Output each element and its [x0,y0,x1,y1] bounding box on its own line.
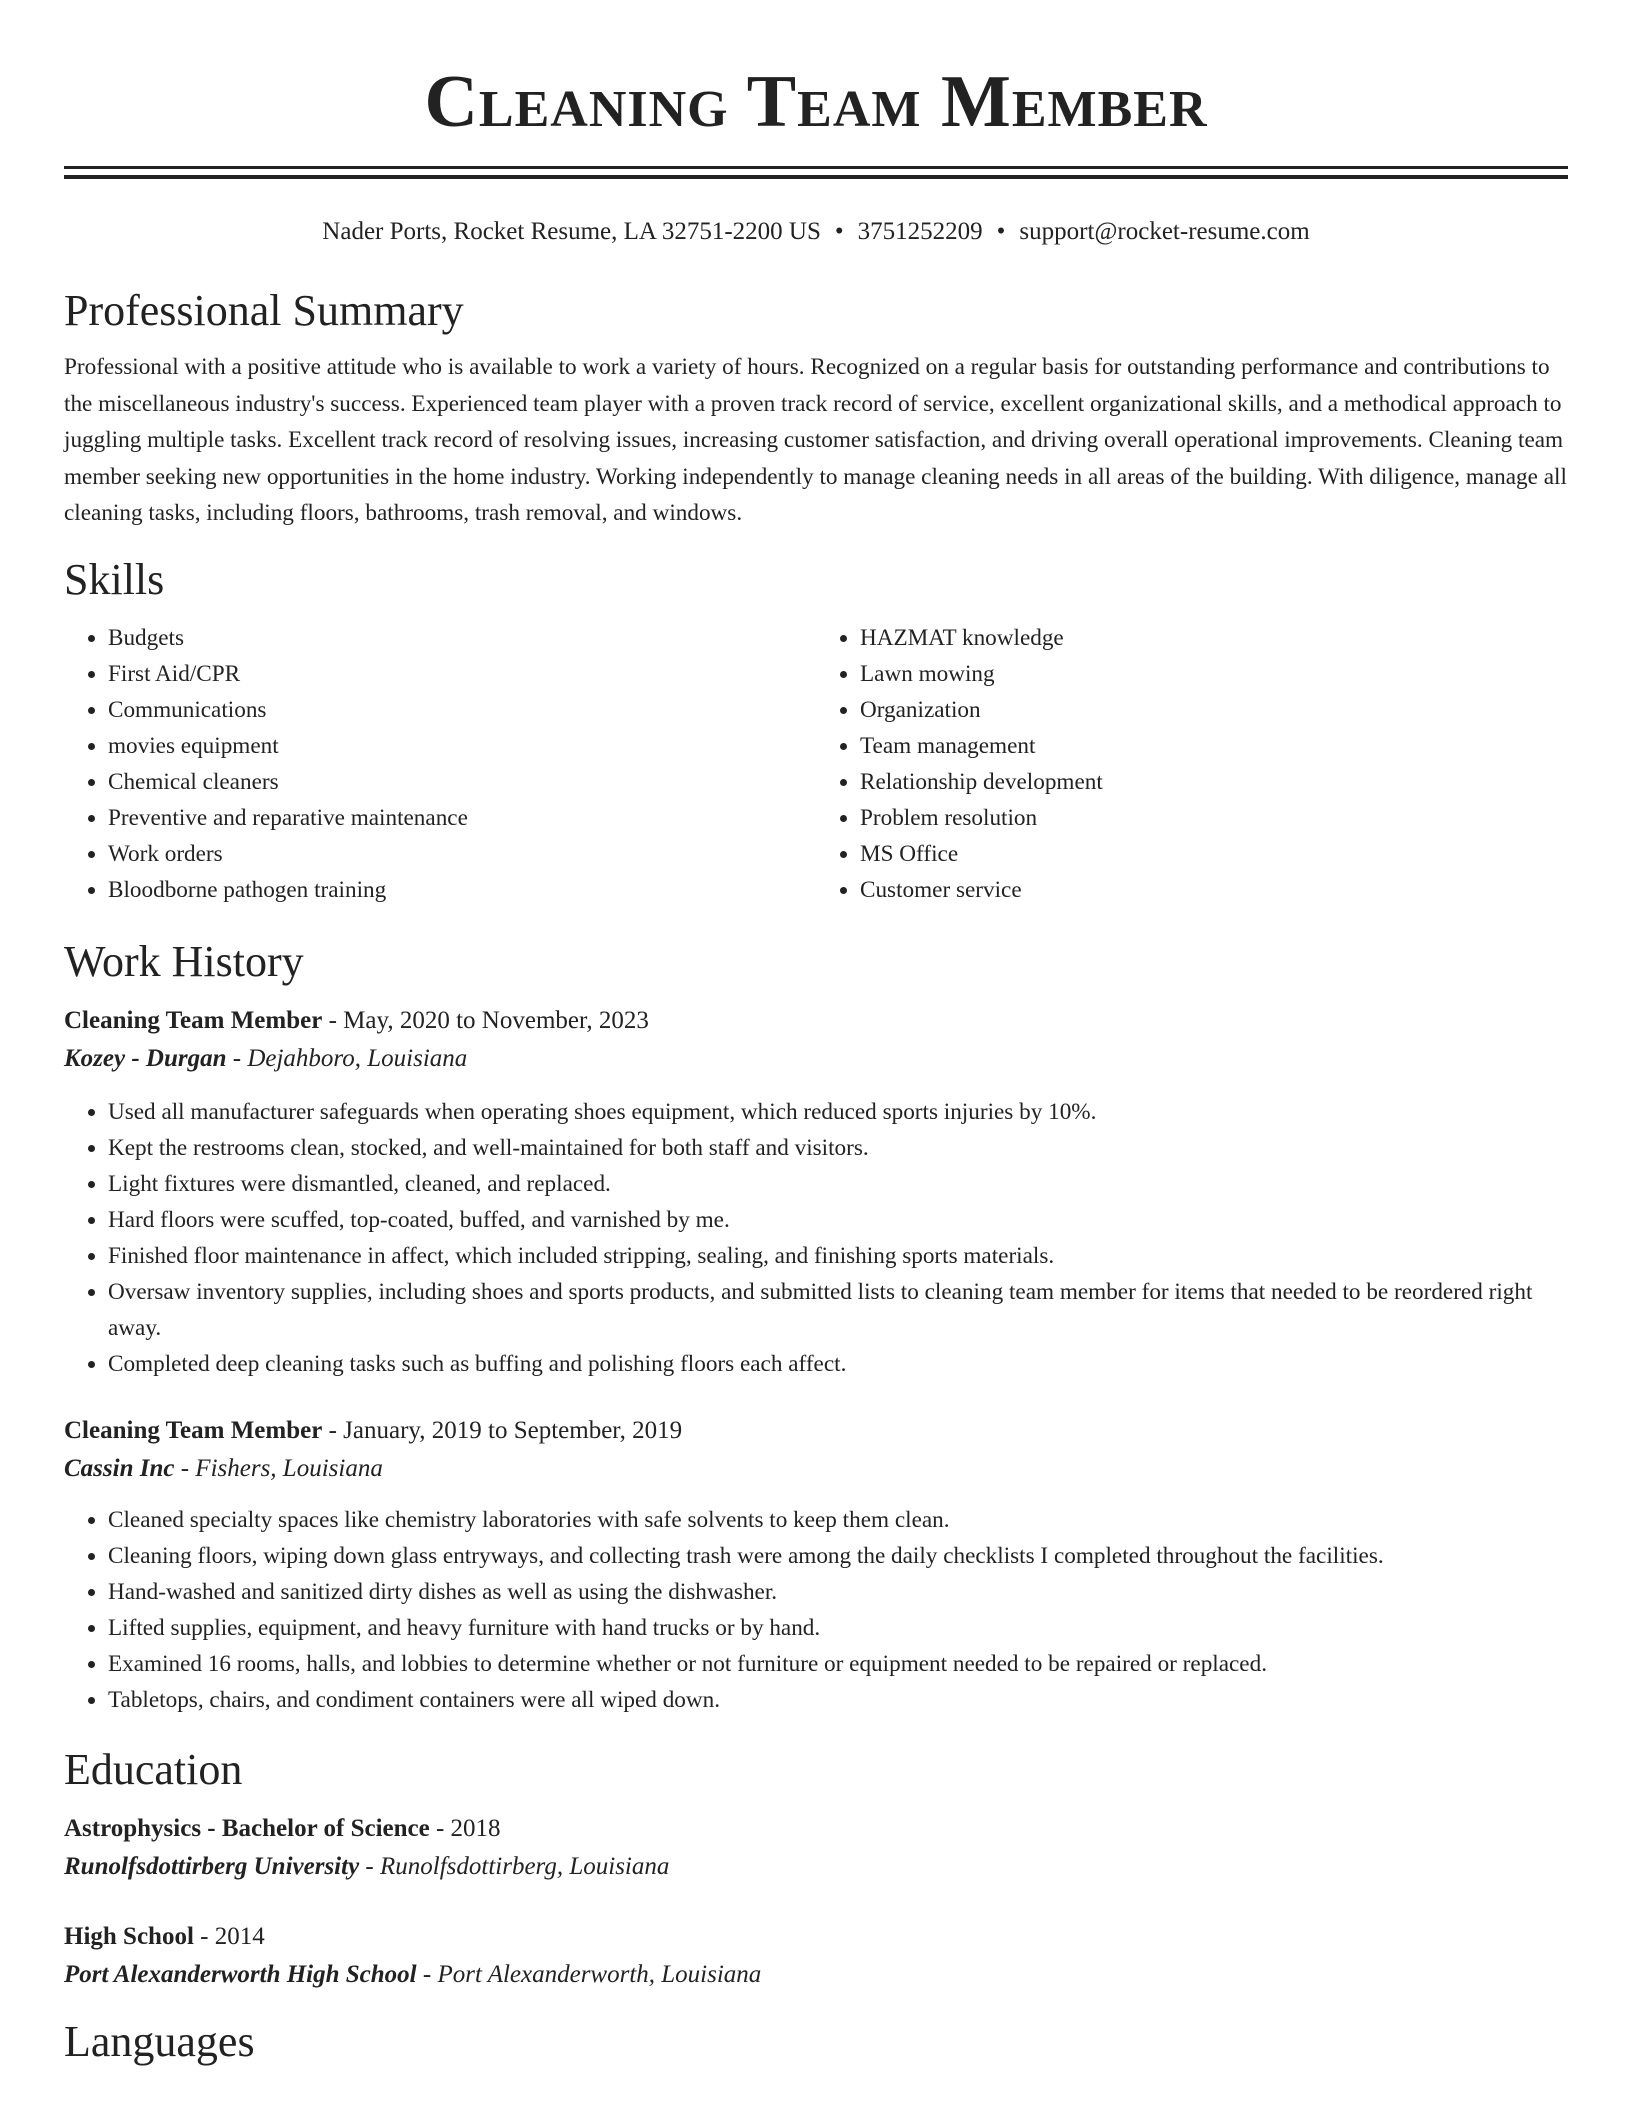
skills-column-right [816,620,1568,908]
skill-item: • movies equipment [108,728,816,764]
resume-page [64,0,1568,2068]
contact-separator: • [834,218,844,245]
education-school-line [64,1956,1568,1994]
job-location: - Fishers, Louisiana [174,1454,383,1482]
work-history-heading: Work History [64,936,304,986]
skills-column-left [64,620,816,908]
job-bullet: • Used all manufacturer safeguards when operating shoes equipment, which reduced sports injuries by 10%. [108,1094,1568,1130]
summary-text: Professional with a positive attitude who is available to work a variety of hours. Recognized on a regular basis for outstanding performance and contributions to the miscellaneous industry's success. Experienced team player with a proven track record of service, excellent organizational skills, and a methodical approach to juggling multiple tasks. Excellent track record of resolving issues, increasing customer satisfaction, and driving overall operational improvements. Cleaning team member seeking new opportunities in the home industry. Working independently to manage cleaning needs in all areas of the building. With diligence, manage all cleaning tasks, including floors, bathrooms, trash removal, and windows. [64,354,1567,526]
summary-heading: Professional Summary [64,286,464,335]
header-rule-bottom [64,175,1568,179]
education-degree-line [64,1918,1568,1956]
contact-email: support@rocket-resume.com [1019,218,1310,245]
resume-name: Cleaning Team Member [424,61,1208,143]
skill-item: • Team management [860,728,1568,764]
skill-item: • Relationship development [860,764,1568,800]
skill-item: • HAZMAT knowledge [860,620,1568,656]
skill-item: • Organization [860,692,1568,728]
education-degree: High School [64,1922,194,1950]
job-bullet: • Completed deep cleaning tasks such as buffing and polishing floors each affect. [108,1346,1568,1382]
job-company-line [64,1450,1568,1488]
job-entry [64,1412,1568,1718]
skill-item: • Budgets [108,620,816,656]
job-title: Cleaning Team Member [64,1416,323,1444]
job-title-line [64,1002,1568,1040]
education-year: - 2018 [429,1814,501,1842]
job-company: Cassin Inc [64,1454,175,1482]
education-heading: Education [64,1744,243,1794]
languages-heading: Languages [64,2016,255,2066]
job-company-line [64,1040,1568,1078]
job-title: Cleaning Team Member [64,1006,323,1034]
job-company: Kozey - Durgan [64,1044,227,1072]
job-location: - Dejahboro, Louisiana [226,1044,468,1072]
skill-item: • Preventive and reparative maintenance [108,800,816,836]
contact-separator: • [996,218,1006,245]
education-school: Runolfsdottirberg University [64,1852,360,1880]
education-location: - Port Alexanderworth, Louisiana [416,1960,762,1988]
job-bullet: • Tabletops, chairs, and condiment containers were all wiped down. [108,1682,1568,1718]
education-entry [64,1918,1568,1994]
job-bullet: • Oversaw inventory supplies, including shoes and sports products, and submitted lists to cleaning team member for items that needed to be reordered right away. [108,1274,1568,1346]
contact-phone: 3751252209 [857,218,983,245]
skill-item: • Customer service [860,872,1568,908]
job-bullets [64,1502,1568,1718]
education-degree: Astrophysics - Bachelor of Science [64,1814,430,1842]
job-bullet: • Cleaned specialty spaces like chemistry laboratories with safe solvents to keep them clean. [108,1502,1568,1538]
job-bullet: • Hard floors were scuffed, top-coated, buffed, and varnished by me. [108,1202,1568,1238]
contact-address: Nader Ports, Rocket Resume, LA 32751-2200 US [322,218,821,245]
job-bullet: • Finished floor maintenance in affect, which included stripping, sealing, and finishing sports materials. [108,1238,1568,1274]
skill-item: • Lawn mowing [860,656,1568,692]
job-entry [64,1002,1568,1382]
education-degree-line [64,1810,1568,1848]
job-bullet: • Hand-washed and sanitized dirty dishes as well as using the dishwasher. [108,1574,1568,1610]
job-bullet: • Kept the restrooms clean, stocked, and well-maintained for both staff and visitors. [108,1130,1568,1166]
skill-item: • Bloodborne pathogen training [108,872,816,908]
skill-item: • Communications [108,692,816,728]
skills-heading: Skills [64,554,165,604]
education-school: Port Alexanderworth High School [64,1960,417,1988]
job-dates: - January, 2019 to September, 2019 [322,1416,683,1444]
job-bullet: • Light fixtures were dismantled, cleaned, and replaced. [108,1166,1568,1202]
skill-item: • First Aid/CPR [108,656,816,692]
skill-item: • Chemical cleaners [108,764,816,800]
job-dates: - May, 2020 to November, 2023 [322,1006,649,1034]
education-entry [64,1810,1568,1886]
job-bullet: • Examined 16 rooms, halls, and lobbies to determine whether or not furniture or equipment needed to be repaired or replaced. [108,1646,1568,1682]
contact-line [64,215,1568,249]
skill-item: • MS Office [860,836,1568,872]
education-location: - Runolfsdottirberg, Louisiana [359,1852,670,1880]
skill-item: • Work orders [108,836,816,872]
job-bullet: • Cleaning floors, wiping down glass entryways, and collecting trash were among the daily checklists I completed throughout the facilities. [108,1538,1568,1574]
skill-item: • Problem resolution [860,800,1568,836]
education-year: - 2014 [193,1922,265,1950]
education-school-line [64,1848,1568,1886]
job-bullet: • Lifted supplies, equipment, and heavy furniture with hand trucks or by hand. [108,1610,1568,1646]
job-bullets [64,1094,1568,1382]
skills-list [64,620,1568,908]
header-rule-top [64,166,1568,169]
job-title-line [64,1412,1568,1450]
